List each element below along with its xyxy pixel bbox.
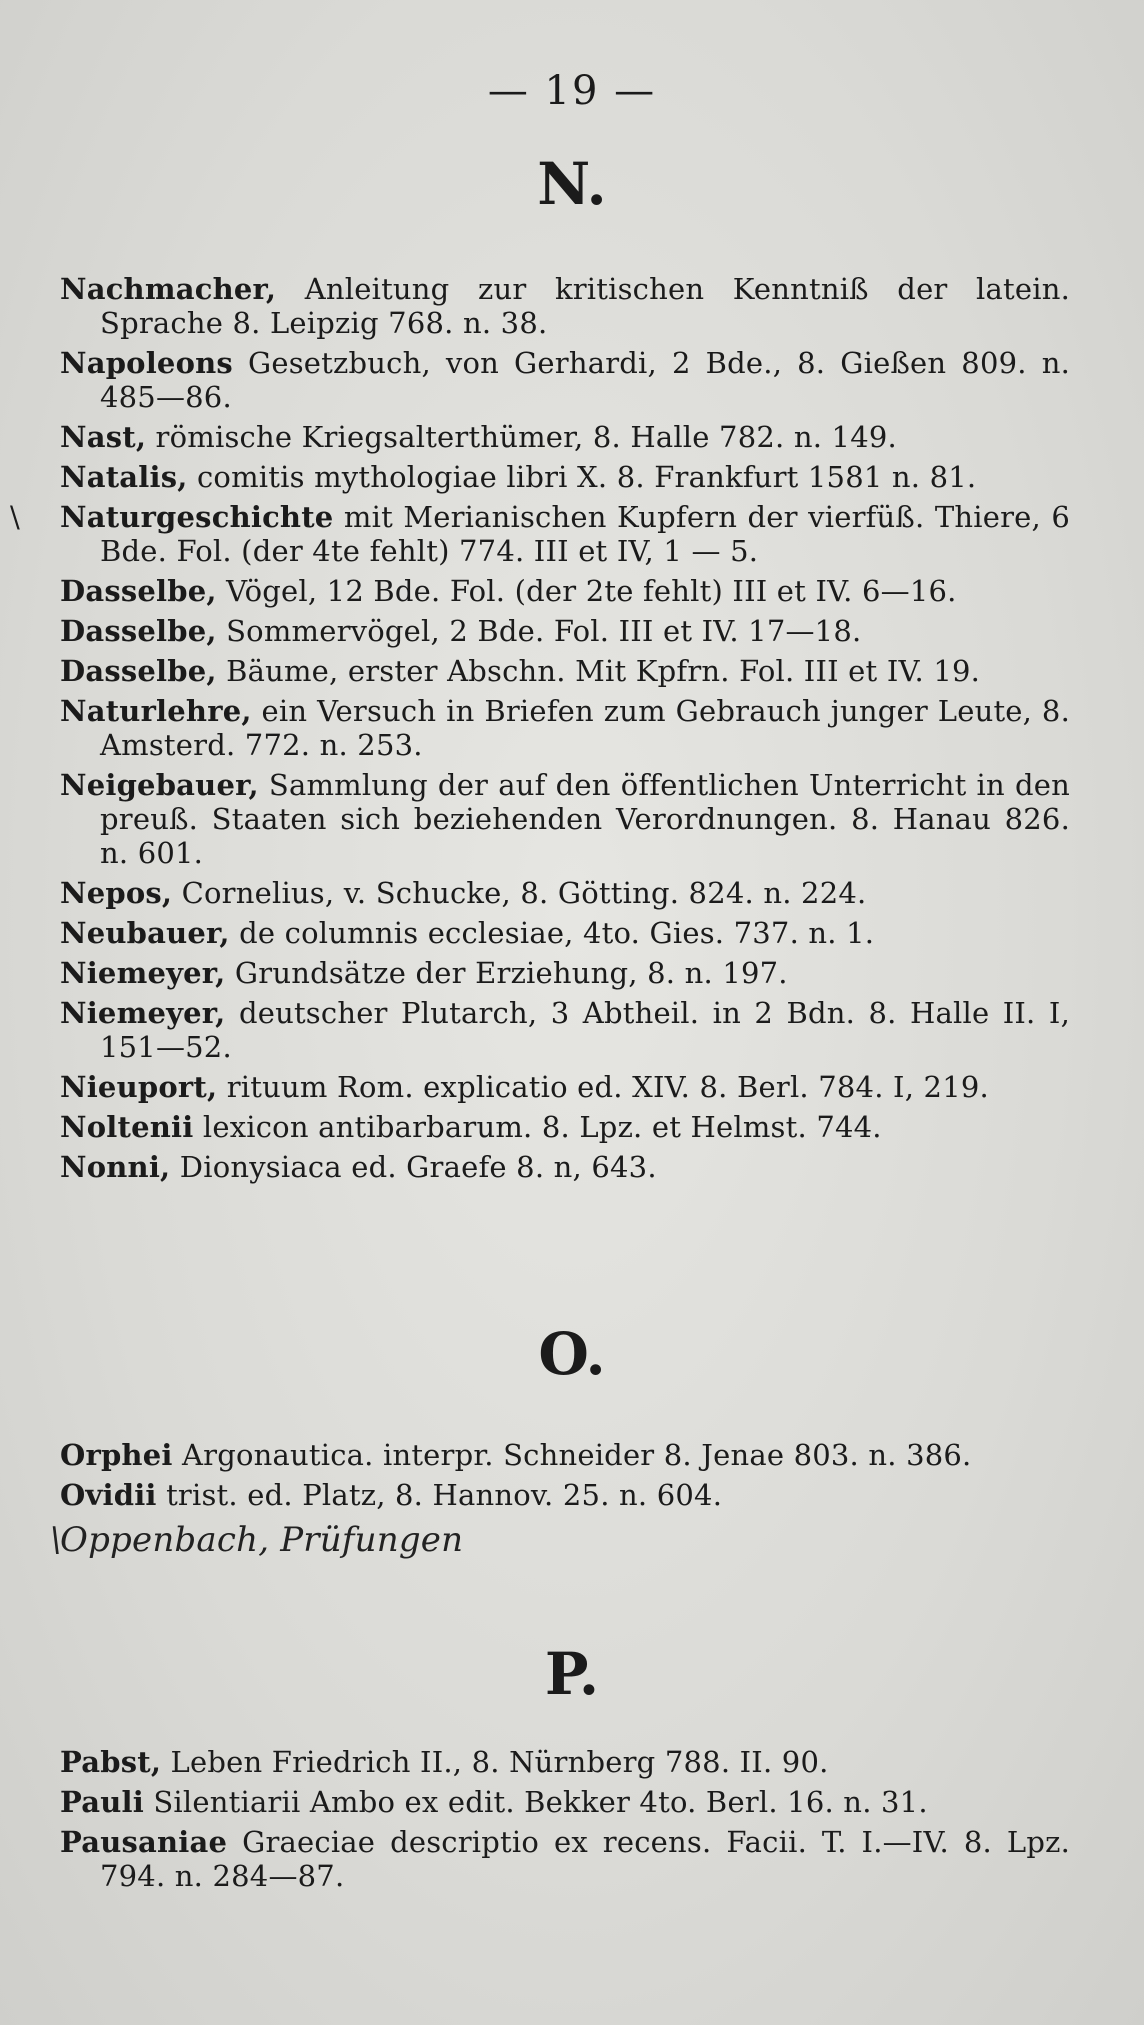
index-entry: Noltenii lexicon antibarbarum. 8. Lpz. et Helmst. 744.: [60, 1110, 882, 1144]
index-entry: Napoleons Gesetzbuch, von Gerhardi, 2 Bde., 8. Gießen 809. n. 485—86.: [60, 346, 1070, 414]
page-number: — 19 —: [487, 68, 657, 114]
index-entry: Naturlehre, ein Versuch in Briefen zum Gebrauch junger Leute, 8. Amsterd. 772. n. 253.: [60, 694, 1070, 762]
index-entry: Nast, römische Kriegsalterthümer, 8. Halle 782. n. 149.: [60, 420, 897, 454]
index-entry: Niemeyer, Grundsätze der Erziehung, 8. n. 197.: [60, 956, 788, 990]
index-entry: Neubauer, de columnis ecclesiae, 4to. Gies. 737. n. 1.: [60, 916, 875, 950]
index-entry: Pauli Silentiarii Ambo ex edit. Bekker 4to. Berl. 16. n. 31.: [60, 1785, 928, 1819]
index-entry: Niemeyer, deutscher Plutarch, 3 Abtheil. in 2 Bdn. 8. Halle II. I, 151—52.: [60, 996, 1070, 1064]
index-entry: Pabst, Leben Friedrich II., 8. Nürnberg 788. II. 90.: [60, 1745, 829, 1779]
section-heading-n: N.: [537, 150, 607, 218]
index-entry: Orphei Argonautica. interpr. Schneider 8. Jenae 803. n. 386.: [60, 1438, 972, 1472]
index-entry: Nieuport, rituum Rom. explicatio ed. XIV. 8. Berl. 784. I, 219.: [60, 1070, 989, 1104]
index-entry: Dasselbe, Sommervögel, 2 Bde. Fol. III et IV. 17—18.: [60, 614, 862, 648]
section-heading-p: P.: [544, 1640, 600, 1708]
index-entry: Natalis, comitis mythologiae libri X. 8. Frankfurt 1581 n. 81.: [60, 460, 977, 494]
index-entry: Nepos, Cornelius, v. Schucke, 8. Götting. 824. n. 224.: [60, 876, 867, 910]
index-entry: Dasselbe, Vögel, 12 Bde. Fol. (der 2te fehlt) III et IV. 6—16.: [60, 574, 957, 608]
section-n-entries: [10, 272, 1071, 1190]
section-o-entries: [50, 1438, 1070, 1568]
handwritten-note: \Oppenbach, Prüfungen: [50, 1520, 464, 1560]
index-entry: Neigebauer, Sammlung der auf den öffentlichen Unterricht in den preuß. Staaten sich beziehenden Verordnungen. 8. Hanau 826. n. 601.: [60, 768, 1071, 870]
index-entry: \ Naturgeschichte mit Merianischen Kupfern der vierfüß. Thiere, 6 Bde. Fol. (der 4te fehlt) 774. III et IV, 1 — 5.: [10, 500, 1071, 568]
index-entry: Nonni, Dionysiaca ed. Graefe 8. n, 643.: [60, 1150, 657, 1184]
index-entry: Nachmacher, Anleitung zur kritischen Kenntniß der latein. Sprache 8. Leipzig 768. n. 38.: [60, 272, 1070, 340]
index-entry: Ovidii trist. ed. Platz, 8. Hannov. 25. n. 604.: [60, 1478, 723, 1512]
section-heading-o: O.: [538, 1320, 606, 1388]
section-p-entries: [60, 1745, 1070, 1899]
index-entry: Pausaniae Graeciae descriptio ex recens. Facii. T. I.—IV. 8. Lpz. 794. n. 284—87.: [60, 1825, 1070, 1893]
index-entry: Dasselbe, Bäume, erster Abschn. Mit Kpfrn. Fol. III et IV. 19.: [60, 654, 981, 688]
